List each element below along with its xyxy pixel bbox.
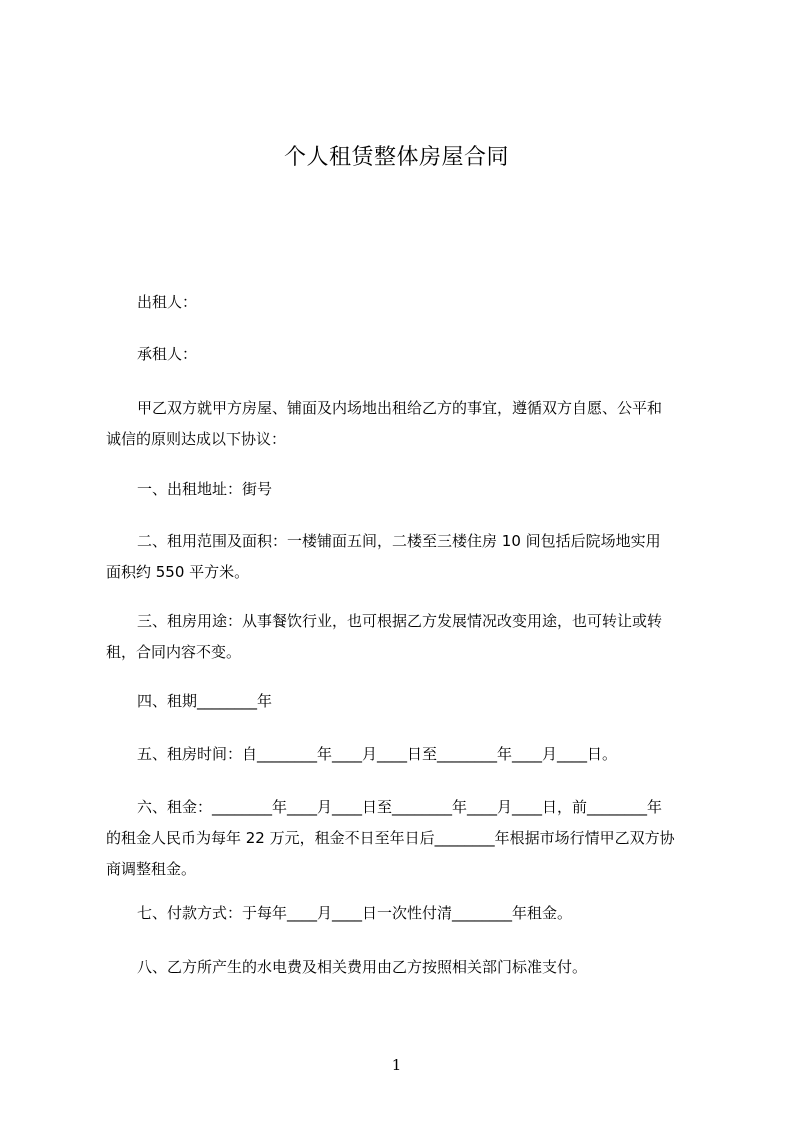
clause-6-line-1: 六、租金：________年____月____日至________年____月____日，前________年 (137, 798, 663, 816)
clause-7: 七、付款方式：于每年____月____日一次性付清________年租金。 (137, 904, 573, 922)
intro-line-2: 诚信的原则达成以下协议： (106, 430, 287, 448)
page-number: 1 (391, 1056, 402, 1074)
clause-1: 一、出租地址：街号 (137, 480, 273, 498)
clause-3 (106, 606, 700, 668)
document-title: 个人租赁整体房屋合同 (283, 145, 509, 170)
clause-6-line-3: 商调整租金。 (106, 860, 197, 878)
clause-2 (106, 526, 700, 588)
intro-line-1: 甲乙双方就甲方房屋、铺面及内场地出租给乙方的事宜，遵循双方自愿、公平和 (137, 399, 663, 417)
clause-2-line-1: 二、租用范围及面积：一楼铺面五间，二楼至三楼住房 10 间包括后院场地实用 (137, 532, 661, 550)
clause-5: 五、租房时间：自________年____月____日至________年____月____日。 (137, 745, 618, 763)
clause-6 (106, 792, 700, 885)
clause-6-line-2: 的租金人民币为每年 22 万元，租金不日至年日后________年根据市场行情甲乙双方协 (106, 829, 675, 847)
clause-3-line-1: 三、租房用途：从事餐饮行业，也可根据乙方发展情况改变用途，也可转让或转 (137, 612, 663, 630)
lessee-label: 承租人： (137, 345, 198, 363)
intro-paragraph (106, 393, 700, 455)
lessor-label: 出租人： (137, 293, 198, 311)
clause-4: 四、租期________年 (137, 692, 273, 710)
clause-3-line-2: 租，合同内容不变。 (106, 643, 242, 661)
clause-8: 八、乙方所产生的水电费及相关费用由乙方按照相关部门标准支付。 (137, 958, 588, 976)
clause-2-line-2: 面积约 550 平方米。 (106, 563, 250, 581)
